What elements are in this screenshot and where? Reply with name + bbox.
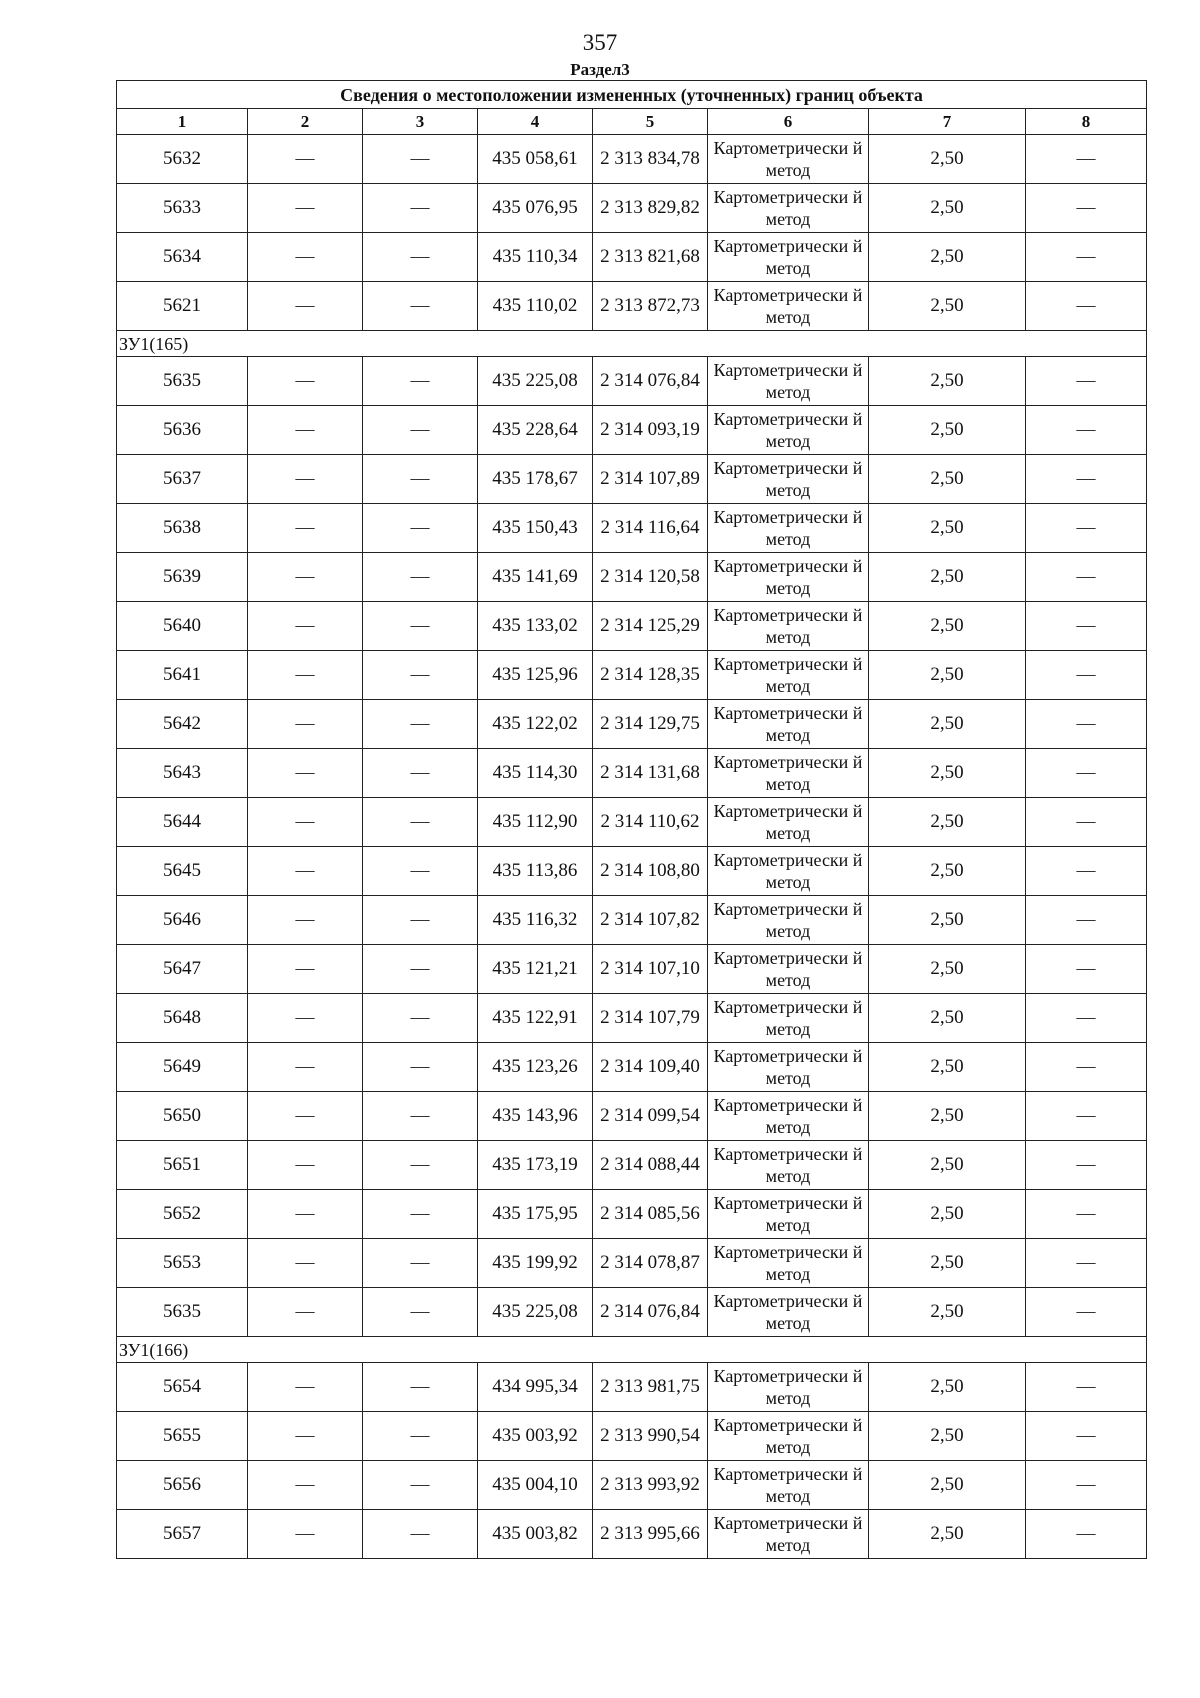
y-coordinate-cell: 2 314 128,35	[593, 651, 708, 700]
point-number-cell: 5640	[117, 602, 248, 651]
empty-dash-cell: —	[248, 282, 363, 331]
empty-dash-cell: —	[248, 798, 363, 847]
point-number-cell: 5647	[117, 945, 248, 994]
empty-dash-cell: —	[363, 1412, 478, 1461]
table-row	[117, 282, 1147, 331]
table-row	[117, 1510, 1147, 1559]
table-row	[117, 1092, 1147, 1141]
y-coordinate-cell: 2 313 990,54	[593, 1412, 708, 1461]
table-row	[117, 1239, 1147, 1288]
y-coordinate-cell: 2 314 076,84	[593, 357, 708, 406]
x-coordinate-cell: 435 004,10	[478, 1461, 593, 1510]
point-number-cell: 5651	[117, 1141, 248, 1190]
y-coordinate-cell: 2 314 076,84	[593, 1288, 708, 1337]
x-coordinate-cell: 435 123,26	[478, 1043, 593, 1092]
accuracy-cell: 2,50	[869, 798, 1026, 847]
y-coordinate-cell: 2 314 109,40	[593, 1043, 708, 1092]
x-coordinate-cell: 435 122,02	[478, 700, 593, 749]
empty-dash-cell: —	[1026, 1239, 1147, 1288]
empty-dash-cell: —	[1026, 700, 1147, 749]
table-row	[117, 357, 1147, 406]
table-row	[117, 1461, 1147, 1510]
empty-dash-cell: —	[363, 1461, 478, 1510]
empty-dash-cell: —	[1026, 135, 1147, 184]
method-cell: Картометрически й метод	[708, 1092, 869, 1141]
empty-dash-cell: —	[248, 135, 363, 184]
table-caption: Сведения о местоположении измененных (уточненных) границ объекта	[117, 81, 1147, 109]
table-row	[117, 994, 1147, 1043]
group-row	[117, 1337, 1147, 1363]
point-number-cell: 5642	[117, 700, 248, 749]
x-coordinate-cell: 435 121,21	[478, 945, 593, 994]
table-row	[117, 651, 1147, 700]
empty-dash-cell: —	[363, 1510, 478, 1559]
y-coordinate-cell: 2 314 110,62	[593, 798, 708, 847]
method-cell: Картометрически й метод	[708, 847, 869, 896]
empty-dash-cell: —	[248, 504, 363, 553]
table-row	[117, 602, 1147, 651]
empty-dash-cell: —	[1026, 798, 1147, 847]
empty-dash-cell: —	[1026, 1092, 1147, 1141]
accuracy-cell: 2,50	[869, 504, 1026, 553]
empty-dash-cell: —	[248, 233, 363, 282]
empty-dash-cell: —	[1026, 994, 1147, 1043]
empty-dash-cell: —	[1026, 357, 1147, 406]
empty-dash-cell: —	[363, 1363, 478, 1412]
y-coordinate-cell: 2 314 107,10	[593, 945, 708, 994]
x-coordinate-cell: 435 076,95	[478, 184, 593, 233]
point-number-cell: 5646	[117, 896, 248, 945]
x-coordinate-cell: 435 133,02	[478, 602, 593, 651]
table-row	[117, 1043, 1147, 1092]
empty-dash-cell: —	[363, 847, 478, 896]
x-coordinate-cell: 435 125,96	[478, 651, 593, 700]
table-row	[117, 233, 1147, 282]
method-cell: Картометрически й метод	[708, 233, 869, 282]
empty-dash-cell: —	[248, 994, 363, 1043]
y-coordinate-cell: 2 313 829,82	[593, 184, 708, 233]
empty-dash-cell: —	[248, 1288, 363, 1337]
group-row	[117, 331, 1147, 357]
empty-dash-cell: —	[1026, 749, 1147, 798]
point-number-cell: 5656	[117, 1461, 248, 1510]
table-row	[117, 1412, 1147, 1461]
empty-dash-cell: —	[248, 896, 363, 945]
method-cell: Картометрически й метод	[708, 945, 869, 994]
accuracy-cell: 2,50	[869, 1288, 1026, 1337]
y-coordinate-cell: 2 313 993,92	[593, 1461, 708, 1510]
x-coordinate-cell: 435 110,02	[478, 282, 593, 331]
method-cell: Картометрически й метод	[708, 1288, 869, 1337]
method-cell: Картометрически й метод	[708, 602, 869, 651]
empty-dash-cell: —	[1026, 896, 1147, 945]
column-number-row	[117, 109, 1147, 135]
column-number: 2	[248, 109, 363, 135]
empty-dash-cell: —	[1026, 1190, 1147, 1239]
y-coordinate-cell: 2 313 981,75	[593, 1363, 708, 1412]
y-coordinate-cell: 2 314 107,89	[593, 455, 708, 504]
x-coordinate-cell: 435 114,30	[478, 749, 593, 798]
empty-dash-cell: —	[363, 700, 478, 749]
empty-dash-cell: —	[248, 1190, 363, 1239]
empty-dash-cell: —	[248, 945, 363, 994]
empty-dash-cell: —	[363, 553, 478, 602]
method-cell: Картометрически й метод	[708, 135, 869, 184]
point-number-cell: 5621	[117, 282, 248, 331]
x-coordinate-cell: 435 122,91	[478, 994, 593, 1043]
coordinates-table	[116, 80, 1147, 1559]
table-row	[117, 504, 1147, 553]
point-number-cell: 5636	[117, 406, 248, 455]
point-number-cell: 5643	[117, 749, 248, 798]
empty-dash-cell: —	[363, 798, 478, 847]
point-number-cell: 5639	[117, 553, 248, 602]
method-cell: Картометрически й метод	[708, 1461, 869, 1510]
accuracy-cell: 2,50	[869, 553, 1026, 602]
y-coordinate-cell: 2 314 120,58	[593, 553, 708, 602]
table-row	[117, 1190, 1147, 1239]
accuracy-cell: 2,50	[869, 847, 1026, 896]
accuracy-cell: 2,50	[869, 1461, 1026, 1510]
y-coordinate-cell: 2 313 872,73	[593, 282, 708, 331]
y-coordinate-cell: 2 314 085,56	[593, 1190, 708, 1239]
column-number: 3	[363, 109, 478, 135]
empty-dash-cell: —	[1026, 1412, 1147, 1461]
x-coordinate-cell: 435 173,19	[478, 1141, 593, 1190]
empty-dash-cell: —	[1026, 233, 1147, 282]
table-row	[117, 798, 1147, 847]
method-cell: Картометрически й метод	[708, 184, 869, 233]
y-coordinate-cell: 2 314 099,54	[593, 1092, 708, 1141]
empty-dash-cell: —	[248, 553, 363, 602]
accuracy-cell: 2,50	[869, 1363, 1026, 1412]
empty-dash-cell: —	[363, 135, 478, 184]
empty-dash-cell: —	[363, 602, 478, 651]
section-title: Раздел3	[570, 60, 630, 79]
method-cell: Картометрически й метод	[708, 749, 869, 798]
x-coordinate-cell: 435 141,69	[478, 553, 593, 602]
point-number-cell: 5632	[117, 135, 248, 184]
empty-dash-cell: —	[363, 1092, 478, 1141]
point-number-cell: 5634	[117, 233, 248, 282]
method-cell: Картометрически й метод	[708, 1141, 869, 1190]
method-cell: Картометрически й метод	[708, 798, 869, 847]
accuracy-cell: 2,50	[869, 1092, 1026, 1141]
empty-dash-cell: —	[248, 184, 363, 233]
accuracy-cell: 2,50	[869, 602, 1026, 651]
method-cell: Картометрически й метод	[708, 1510, 869, 1559]
empty-dash-cell: —	[1026, 1141, 1147, 1190]
empty-dash-cell: —	[248, 357, 363, 406]
accuracy-cell: 2,50	[869, 184, 1026, 233]
empty-dash-cell: —	[1026, 1043, 1147, 1092]
empty-dash-cell: —	[1026, 184, 1147, 233]
table-row	[117, 184, 1147, 233]
accuracy-cell: 2,50	[869, 455, 1026, 504]
empty-dash-cell: —	[1026, 553, 1147, 602]
point-number-cell: 5633	[117, 184, 248, 233]
method-cell: Картометрически й метод	[708, 1190, 869, 1239]
table-row	[117, 455, 1147, 504]
table-row	[117, 406, 1147, 455]
empty-dash-cell: —	[363, 896, 478, 945]
accuracy-cell: 2,50	[869, 1510, 1026, 1559]
empty-dash-cell: —	[363, 504, 478, 553]
point-number-cell: 5645	[117, 847, 248, 896]
x-coordinate-cell: 435 113,86	[478, 847, 593, 896]
x-coordinate-cell: 435 110,34	[478, 233, 593, 282]
method-cell: Картометрически й метод	[708, 455, 869, 504]
empty-dash-cell: —	[1026, 1510, 1147, 1559]
empty-dash-cell: —	[1026, 945, 1147, 994]
method-cell: Картометрически й метод	[708, 406, 869, 455]
group-label: ЗУ1(166)	[117, 1337, 1147, 1363]
x-coordinate-cell: 435 225,08	[478, 357, 593, 406]
empty-dash-cell: —	[248, 1461, 363, 1510]
accuracy-cell: 2,50	[869, 994, 1026, 1043]
method-cell: Картометрически й метод	[708, 700, 869, 749]
method-cell: Картометрически й метод	[708, 1043, 869, 1092]
empty-dash-cell: —	[248, 1412, 363, 1461]
accuracy-cell: 2,50	[869, 1141, 1026, 1190]
y-coordinate-cell: 2 314 088,44	[593, 1141, 708, 1190]
x-coordinate-cell: 435 112,90	[478, 798, 593, 847]
empty-dash-cell: —	[363, 945, 478, 994]
empty-dash-cell: —	[1026, 602, 1147, 651]
empty-dash-cell: —	[363, 1190, 478, 1239]
accuracy-cell: 2,50	[869, 282, 1026, 331]
column-number: 7	[869, 109, 1026, 135]
empty-dash-cell: —	[363, 749, 478, 798]
point-number-cell: 5653	[117, 1239, 248, 1288]
x-coordinate-cell: 435 178,67	[478, 455, 593, 504]
accuracy-cell: 2,50	[869, 1190, 1026, 1239]
x-coordinate-cell: 435 116,32	[478, 896, 593, 945]
empty-dash-cell: —	[248, 1141, 363, 1190]
column-number: 5	[593, 109, 708, 135]
accuracy-cell: 2,50	[869, 651, 1026, 700]
y-coordinate-cell: 2 313 821,68	[593, 233, 708, 282]
empty-dash-cell: —	[248, 1043, 363, 1092]
table-row	[117, 700, 1147, 749]
x-coordinate-cell: 435 143,96	[478, 1092, 593, 1141]
empty-dash-cell: —	[363, 1141, 478, 1190]
table-row	[117, 896, 1147, 945]
method-cell: Картометрически й метод	[708, 553, 869, 602]
point-number-cell: 5650	[117, 1092, 248, 1141]
table-row	[117, 749, 1147, 798]
x-coordinate-cell: 435 003,92	[478, 1412, 593, 1461]
empty-dash-cell: —	[363, 651, 478, 700]
point-number-cell: 5649	[117, 1043, 248, 1092]
empty-dash-cell: —	[363, 233, 478, 282]
point-number-cell: 5657	[117, 1510, 248, 1559]
y-coordinate-cell: 2 314 107,82	[593, 896, 708, 945]
empty-dash-cell: —	[363, 994, 478, 1043]
accuracy-cell: 2,50	[869, 749, 1026, 798]
method-cell: Картометрически й метод	[708, 994, 869, 1043]
table-body	[117, 135, 1147, 1559]
empty-dash-cell: —	[248, 602, 363, 651]
empty-dash-cell: —	[248, 1092, 363, 1141]
y-coordinate-cell: 2 314 107,79	[593, 994, 708, 1043]
empty-dash-cell: —	[1026, 1363, 1147, 1412]
point-number-cell: 5641	[117, 651, 248, 700]
point-number-cell: 5638	[117, 504, 248, 553]
point-number-cell: 5655	[117, 1412, 248, 1461]
empty-dash-cell: —	[1026, 847, 1147, 896]
table-row	[117, 945, 1147, 994]
accuracy-cell: 2,50	[869, 233, 1026, 282]
point-number-cell: 5637	[117, 455, 248, 504]
accuracy-cell: 2,50	[869, 1043, 1026, 1092]
x-coordinate-cell: 435 228,64	[478, 406, 593, 455]
y-coordinate-cell: 2 314 116,64	[593, 504, 708, 553]
empty-dash-cell: —	[1026, 282, 1147, 331]
method-cell: Картометрически й метод	[708, 651, 869, 700]
empty-dash-cell: —	[248, 700, 363, 749]
method-cell: Картометрически й метод	[708, 282, 869, 331]
empty-dash-cell: —	[363, 1239, 478, 1288]
method-cell: Картометрически й метод	[708, 896, 869, 945]
y-coordinate-cell: 2 314 125,29	[593, 602, 708, 651]
empty-dash-cell: —	[1026, 1461, 1147, 1510]
accuracy-cell: 2,50	[869, 1239, 1026, 1288]
method-cell: Картометрически й метод	[708, 1412, 869, 1461]
column-number: 6	[708, 109, 869, 135]
accuracy-cell: 2,50	[869, 896, 1026, 945]
table-row	[117, 553, 1147, 602]
accuracy-cell: 2,50	[869, 945, 1026, 994]
empty-dash-cell: —	[363, 406, 478, 455]
column-number: 8	[1026, 109, 1147, 135]
method-cell: Картометрически й метод	[708, 357, 869, 406]
method-cell: Картометрически й метод	[708, 1239, 869, 1288]
x-coordinate-cell: 435 150,43	[478, 504, 593, 553]
page-number: 357	[582, 30, 618, 55]
empty-dash-cell: —	[363, 282, 478, 331]
point-number-cell: 5654	[117, 1363, 248, 1412]
empty-dash-cell: —	[363, 1043, 478, 1092]
point-number-cell: 5635	[117, 357, 248, 406]
x-coordinate-cell: 435 175,95	[478, 1190, 593, 1239]
y-coordinate-cell: 2 314 129,75	[593, 700, 708, 749]
accuracy-cell: 2,50	[869, 357, 1026, 406]
empty-dash-cell: —	[248, 847, 363, 896]
table-row	[117, 1141, 1147, 1190]
accuracy-cell: 2,50	[869, 406, 1026, 455]
y-coordinate-cell: 2 314 078,87	[593, 1239, 708, 1288]
empty-dash-cell: —	[363, 184, 478, 233]
group-label: ЗУ1(165)	[117, 331, 1147, 357]
empty-dash-cell: —	[363, 1288, 478, 1337]
x-coordinate-cell: 435 225,08	[478, 1288, 593, 1337]
point-number-cell: 5635	[117, 1288, 248, 1337]
empty-dash-cell: —	[1026, 455, 1147, 504]
empty-dash-cell: —	[363, 357, 478, 406]
empty-dash-cell: —	[1026, 1288, 1147, 1337]
empty-dash-cell: —	[248, 651, 363, 700]
table-row	[117, 847, 1147, 896]
empty-dash-cell: —	[248, 1510, 363, 1559]
empty-dash-cell: —	[248, 1363, 363, 1412]
column-number: 4	[478, 109, 593, 135]
x-coordinate-cell: 435 003,82	[478, 1510, 593, 1559]
point-number-cell: 5644	[117, 798, 248, 847]
accuracy-cell: 2,50	[869, 1412, 1026, 1461]
table-row	[117, 1363, 1147, 1412]
y-coordinate-cell: 2 313 834,78	[593, 135, 708, 184]
y-coordinate-cell: 2 314 131,68	[593, 749, 708, 798]
table-row	[117, 135, 1147, 184]
point-number-cell: 5648	[117, 994, 248, 1043]
empty-dash-cell: —	[248, 406, 363, 455]
accuracy-cell: 2,50	[869, 135, 1026, 184]
x-coordinate-cell: 434 995,34	[478, 1363, 593, 1412]
empty-dash-cell: —	[1026, 504, 1147, 553]
point-number-cell: 5652	[117, 1190, 248, 1239]
y-coordinate-cell: 2 314 093,19	[593, 406, 708, 455]
y-coordinate-cell: 2 314 108,80	[593, 847, 708, 896]
empty-dash-cell: —	[248, 1239, 363, 1288]
method-cell: Картометрически й метод	[708, 504, 869, 553]
column-number: 1	[117, 109, 248, 135]
y-coordinate-cell: 2 313 995,66	[593, 1510, 708, 1559]
empty-dash-cell: —	[248, 455, 363, 504]
accuracy-cell: 2,50	[869, 700, 1026, 749]
empty-dash-cell: —	[1026, 651, 1147, 700]
x-coordinate-cell: 435 199,92	[478, 1239, 593, 1288]
empty-dash-cell: —	[363, 455, 478, 504]
empty-dash-cell: —	[1026, 406, 1147, 455]
table-row	[117, 1288, 1147, 1337]
x-coordinate-cell: 435 058,61	[478, 135, 593, 184]
empty-dash-cell: —	[248, 749, 363, 798]
method-cell: Картометрически й метод	[708, 1363, 869, 1412]
